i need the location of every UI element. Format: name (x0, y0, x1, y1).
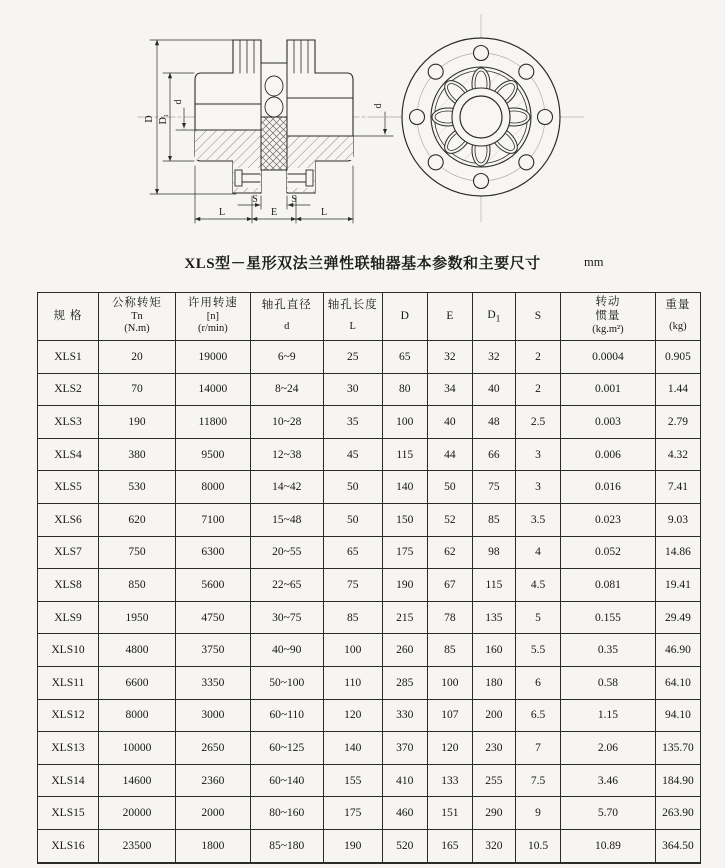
bolt-section-right (288, 168, 314, 188)
col-header-weight: 重量 (kg) (655, 293, 700, 341)
coupling-technical-drawing (0, 0, 725, 250)
dim-label-L-right: L (320, 207, 328, 218)
table-cell: 165 (427, 829, 472, 862)
table-cell: 150 (382, 503, 427, 536)
table-cell: XLS15 (38, 797, 99, 830)
dim-label-L-left: L (218, 207, 226, 218)
table-cell: 0.006 (561, 438, 656, 471)
table-cell: 60~110 (250, 699, 323, 732)
col-header-D: D (382, 293, 427, 341)
table-cell: 50 (323, 471, 382, 504)
table-cell: 364.50 (655, 829, 700, 862)
table-cell: 9500 (175, 438, 250, 471)
table-cell: 2360 (175, 764, 250, 797)
table-cell: 78 (427, 601, 472, 634)
table-row (38, 471, 701, 504)
table-cell: 10000 (98, 732, 175, 765)
table-cell: 520 (382, 829, 427, 862)
dim-label-S-left: S (252, 194, 258, 205)
table-cell: 6300 (175, 536, 250, 569)
table-cell: 2000 (175, 797, 250, 830)
side-view-drawing (138, 40, 402, 223)
table-cell: 44 (427, 438, 472, 471)
table-cell: 46.90 (655, 634, 700, 667)
table-cell: 85~180 (250, 829, 323, 862)
table-cell: 230 (472, 732, 515, 765)
table-cell: XLS7 (38, 536, 99, 569)
col-header-speed: 许用转速 [n] (r/min) (175, 293, 250, 341)
table-cell: 5 (515, 601, 560, 634)
dim-label-D: D (144, 115, 155, 123)
table-cell: 140 (382, 471, 427, 504)
table-cell: XLS10 (38, 634, 99, 667)
table-cell: XLS2 (38, 373, 99, 406)
table-cell: XLS13 (38, 732, 99, 765)
table-cell: 7.5 (515, 764, 560, 797)
table-cell: 0.081 (561, 569, 656, 602)
table-row (38, 406, 701, 439)
table-cell: 14.86 (655, 536, 700, 569)
table-cell: 120 (427, 732, 472, 765)
table-cell: 75 (323, 569, 382, 602)
table-cell: 330 (382, 699, 427, 732)
table-cell: 8000 (98, 699, 175, 732)
table-cell: 4800 (98, 634, 175, 667)
table-row (38, 438, 701, 471)
table-cell: 1.15 (561, 699, 656, 732)
table-cell: 160 (472, 634, 515, 667)
table-cell: 370 (382, 732, 427, 765)
col-header-torque: 公称转矩 Tn (N.m) (98, 293, 175, 341)
table-cell: 100 (323, 634, 382, 667)
table-cell: 5600 (175, 569, 250, 602)
table-cell: 115 (472, 569, 515, 602)
table-cell: 2.06 (561, 732, 656, 765)
table-cell: 0.016 (561, 471, 656, 504)
table-row (38, 797, 701, 830)
table-cell: 3350 (175, 666, 250, 699)
table-cell: XLS5 (38, 471, 99, 504)
dim-label-d-right: d (373, 103, 384, 109)
table-cell: 3.5 (515, 503, 560, 536)
table-row (38, 536, 701, 569)
table-cell: 7.41 (655, 471, 700, 504)
table-cell: 85 (472, 503, 515, 536)
table-cell: 66 (472, 438, 515, 471)
table-cell: 85 (427, 634, 472, 667)
table-cell: 10~28 (250, 406, 323, 439)
table-cell: 4.32 (655, 438, 700, 471)
table-cell: 60~125 (250, 732, 323, 765)
col-header-E: E (427, 293, 472, 341)
table-cell: 190 (382, 569, 427, 602)
table-cell: 25 (323, 341, 382, 374)
table-cell: 1950 (98, 601, 175, 634)
table-cell: 15~48 (250, 503, 323, 536)
table-cell: 155 (323, 764, 382, 797)
table-cell: 19.41 (655, 569, 700, 602)
table-cell: XLS16 (38, 829, 99, 862)
table-cell: 40 (427, 406, 472, 439)
table-cell: 6600 (98, 666, 175, 699)
table-cell: 3750 (175, 634, 250, 667)
col-header-S: S (515, 293, 560, 341)
table-cell: 40 (472, 373, 515, 406)
table-cell: 14600 (98, 764, 175, 797)
table-row (38, 503, 701, 536)
table-cell: 0.052 (561, 536, 656, 569)
table-cell: 4.5 (515, 569, 560, 602)
table-row (38, 634, 701, 667)
table-cell: XLS12 (38, 699, 99, 732)
table-cell: 62 (427, 536, 472, 569)
table-cell: 0.001 (561, 373, 656, 406)
table-cell: 11800 (175, 406, 250, 439)
table-cell: 320 (472, 829, 515, 862)
table-cell: 30 (323, 373, 382, 406)
table-cell: 94.10 (655, 699, 700, 732)
table-cell: 64.10 (655, 666, 700, 699)
table-cell: 48 (472, 406, 515, 439)
table-cell: 850 (98, 569, 175, 602)
table-row (38, 569, 701, 602)
table-cell: 0.155 (561, 601, 656, 634)
dim-label-E: E (270, 207, 278, 218)
table-cell: 3000 (175, 699, 250, 732)
table-cell: 2.5 (515, 406, 560, 439)
table-cell: 80~160 (250, 797, 323, 830)
table-cell: 2 (515, 341, 560, 374)
table-cell: 410 (382, 764, 427, 797)
table-cell: 60~140 (250, 764, 323, 797)
table-cell: XLS11 (38, 666, 99, 699)
table-cell: 20 (98, 341, 175, 374)
table-cell: 52 (427, 503, 472, 536)
table-cell: 29.49 (655, 601, 700, 634)
table-cell: 14~42 (250, 471, 323, 504)
table-cell: 22~65 (250, 569, 323, 602)
table-cell: 120 (323, 699, 382, 732)
table-cell: 3.46 (561, 764, 656, 797)
table-cell: 65 (382, 341, 427, 374)
table-cell: 9 (515, 797, 560, 830)
table-cell: 32 (427, 341, 472, 374)
table-cell: 180 (472, 666, 515, 699)
col-header-spec: 规 格 (38, 293, 99, 341)
table-cell: 3 (515, 438, 560, 471)
table-cell: 135.70 (655, 732, 700, 765)
table-cell: 9.03 (655, 503, 700, 536)
table-row (38, 601, 701, 634)
table-cell: XLS4 (38, 438, 99, 471)
table-cell: 5.5 (515, 634, 560, 667)
table-cell: XLS14 (38, 764, 99, 797)
table-cell: 8000 (175, 471, 250, 504)
table-cell: 75 (472, 471, 515, 504)
table-cell: 5.70 (561, 797, 656, 830)
table-cell: 620 (98, 503, 175, 536)
table-cell: 0.0004 (561, 341, 656, 374)
table-cell: 4 (515, 536, 560, 569)
table-cell: 23500 (98, 829, 175, 862)
table-row (38, 373, 701, 406)
dim-label-D1: D₁ (158, 113, 169, 125)
table-row (38, 666, 701, 699)
table-row (38, 829, 701, 862)
table-cell: 380 (98, 438, 175, 471)
table-cell: 175 (382, 536, 427, 569)
table-cell: 190 (323, 829, 382, 862)
table-cell: 2 (515, 373, 560, 406)
center-bore (460, 96, 502, 138)
front-view-drawing (380, 14, 584, 222)
unit-label: mm (584, 255, 604, 269)
table-cell: XLS3 (38, 406, 99, 439)
table-cell: 107 (427, 699, 472, 732)
col-header-bore-diameter: 轴孔直径 d (250, 293, 323, 341)
table-cell: 0.58 (561, 666, 656, 699)
table-cell: 4750 (175, 601, 250, 634)
col-header-bore-length: 轴孔长度 L (323, 293, 382, 341)
table-cell: 215 (382, 601, 427, 634)
table-cell: 70 (98, 373, 175, 406)
table-cell: 19000 (175, 341, 250, 374)
table-cell: 3 (515, 471, 560, 504)
table-cell: 175 (323, 797, 382, 830)
table-cell: 151 (427, 797, 472, 830)
table-cell: 100 (427, 666, 472, 699)
table-cell: 32 (472, 341, 515, 374)
table-cell: 20~55 (250, 536, 323, 569)
table-cell: 110 (323, 666, 382, 699)
table-cell: 50~100 (250, 666, 323, 699)
table-cell: 7100 (175, 503, 250, 536)
table-cell: 85 (323, 601, 382, 634)
table-cell: 50 (427, 471, 472, 504)
table-cell: XLS8 (38, 569, 99, 602)
table-cell: 0.003 (561, 406, 656, 439)
table-cell: 6~9 (250, 341, 323, 374)
spec-table (37, 292, 701, 864)
table-cell: 67 (427, 569, 472, 602)
table-cell: 0.905 (655, 341, 700, 374)
table-cell: 200 (472, 699, 515, 732)
table-cell: XLS1 (38, 341, 99, 374)
table-cell: 530 (98, 471, 175, 504)
header-row (38, 293, 701, 341)
table-cell: 263.90 (655, 797, 700, 830)
table-cell: 45 (323, 438, 382, 471)
table-cell: 260 (382, 634, 427, 667)
table-cell: XLS9 (38, 601, 99, 634)
table-cell: 190 (98, 406, 175, 439)
bolt-section-left (234, 168, 260, 188)
table-cell: 6.5 (515, 699, 560, 732)
table-cell: 20000 (98, 797, 175, 830)
table-cell: 14000 (175, 373, 250, 406)
table-cell: 115 (382, 438, 427, 471)
table-cell: 1.44 (655, 373, 700, 406)
table-row (38, 764, 701, 797)
table-cell: 184.90 (655, 764, 700, 797)
dim-label-d-left: d (173, 99, 184, 105)
table-cell: XLS6 (38, 503, 99, 536)
table-cell: 10.89 (561, 829, 656, 862)
table-cell: 140 (323, 732, 382, 765)
table-cell: 255 (472, 764, 515, 797)
table-cell: 7 (515, 732, 560, 765)
table-cell: 100 (382, 406, 427, 439)
table-cell: 80 (382, 373, 427, 406)
page-title: XLS型－星形双法兰弹性联轴器基本参数和主要尺寸 (184, 256, 541, 272)
table-cell: 35 (323, 406, 382, 439)
table-cell: 34 (427, 373, 472, 406)
dim-label-S-right: S (291, 194, 297, 205)
table-cell: 65 (323, 536, 382, 569)
table-cell: 98 (472, 536, 515, 569)
col-header-D1: $D_1$ (472, 293, 515, 341)
table-cell: 135 (472, 601, 515, 634)
table-cell: 40~90 (250, 634, 323, 667)
table-cell: 1800 (175, 829, 250, 862)
col-header-inertia: 转动 惯量 (kg.m²) (561, 293, 656, 341)
table-cell: 133 (427, 764, 472, 797)
table-cell: 290 (472, 797, 515, 830)
table-cell: 6 (515, 666, 560, 699)
table-cell: 2.79 (655, 406, 700, 439)
table-cell: 2650 (175, 732, 250, 765)
table-cell: 285 (382, 666, 427, 699)
table-row (38, 341, 701, 374)
table-cell: 750 (98, 536, 175, 569)
table-row (38, 732, 701, 765)
table-cell: 8~24 (250, 373, 323, 406)
table-cell: 0.35 (561, 634, 656, 667)
spec-table-body (38, 341, 701, 863)
table-cell: 460 (382, 797, 427, 830)
table-cell: 50 (323, 503, 382, 536)
table-cell: 10.5 (515, 829, 560, 862)
table-cell: 0.023 (561, 503, 656, 536)
table-cell: 30~75 (250, 601, 323, 634)
table-row (38, 699, 701, 732)
table-title (0, 252, 725, 274)
table-cell: 12~38 (250, 438, 323, 471)
